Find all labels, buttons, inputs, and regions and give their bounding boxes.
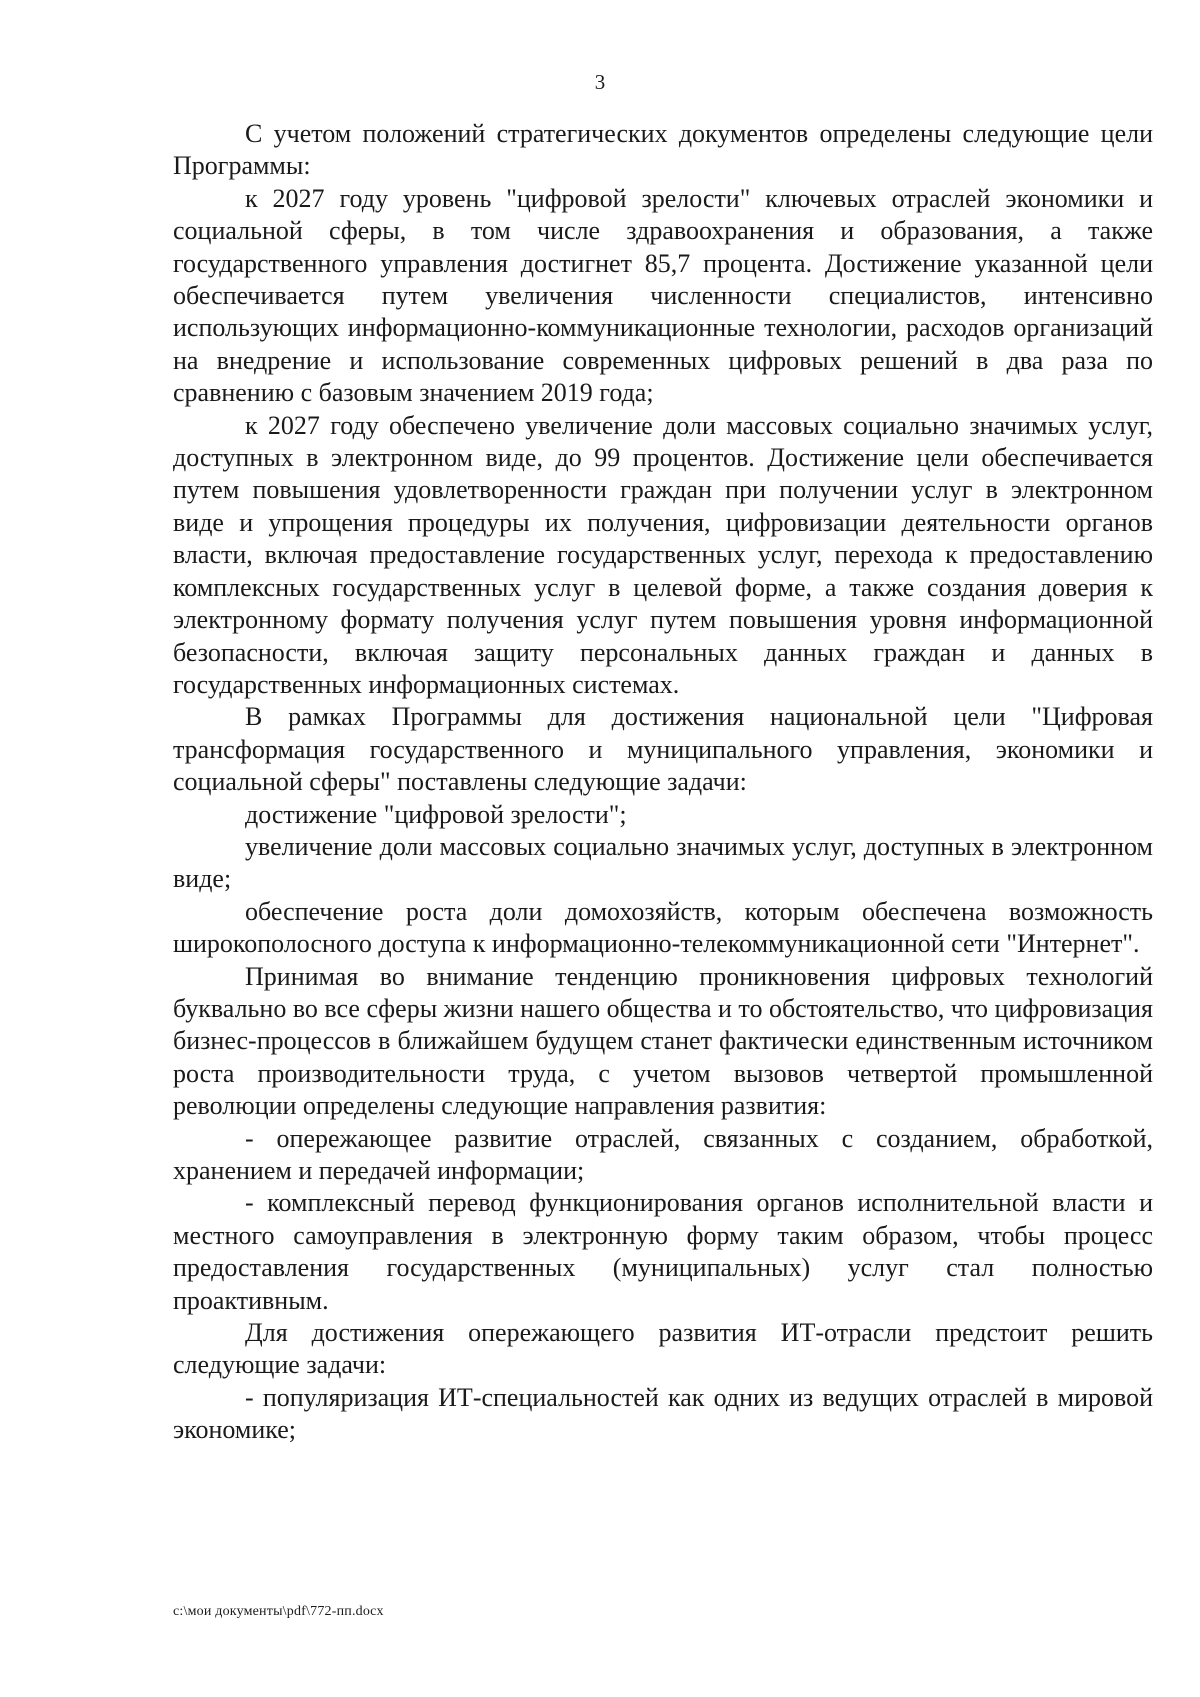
paragraph-it-popularization: - популяризация ИТ-специальностей как одних из ведущих отраслей в мировой экономике; [173, 1382, 1153, 1445]
paragraph-tasks-intro: В рамках Программы для достижения национальной цели "Цифровая трансформация государственного и муниципального управления, экономики и социальной сферы" поставлены следующие задачи: [173, 702, 1153, 797]
footer-file-path: c:\мои документы\pdf\772-пп.docx [173, 1604, 384, 1619]
paragraph-task-broadband: обеспечение роста доли домохозяйств, которым обеспечена возможность широкополосного доступа к информационно-телекоммуникационной сети "Интернет". [173, 896, 1153, 959]
paragraph-task-electronic-services: увеличение доли массовых социально значимых услуг, доступных в электронном виде; [173, 831, 1153, 894]
paragraph-digital-maturity-goal: к 2027 году уровень "цифровой зрелости" ключевых отраслей экономики и социальной сферы, в том числе здравоохранения и образования, а также государственного управления достигнет 85,7 процента. Достижение указанной цели обеспечивается путем увеличения численности специалистов, интенсивно использующих информационно-коммуникационные технологии, расходов организаций на внедрение и использование современных цифровых решений в два раза по сравнению с базовым значением 2019 года; [173, 183, 1153, 408]
paragraph-electronic-services-goal: к 2027 году обеспечено увеличение доли массовых социально значимых услуг, доступных в электронном виде, до 99 процентов. Достижение цели обеспечивается путем повышения удовлетворенности граждан при получении услуг в электронном виде и упрощения процедуры их получения, цифровизации деятельности органов власти, включая предоставление государственных услуг, перехода к предоставлению комплексных государственных услуг в целевой форме, а также создания доверия к электронному формату получения услуг путем повышения уровня информационной безопасности, включая защиту персональных данных граждан и данных в государственных информационных системах. [173, 410, 1153, 699]
paragraph-direction-it-sectors: - опережающее развитие отраслей, связанных с созданием, обработкой, хранением и передачей информации; [173, 1123, 1153, 1185]
document-body [173, 118, 1153, 1447]
paragraph-it-tasks-intro: Для достижения опережающего развития ИТ-отрасли предстоит решить следующие задачи: [173, 1318, 1153, 1380]
paragraph-direction-electronic-government: - комплексный перевод функционирования органов исполнительной власти и местного самоуправления в электронную форму таким образом, чтобы процесс предоставления государственных (муниципальных) услуг стал полностью проактивным. [173, 1188, 1153, 1315]
page-number: 3 [594, 70, 606, 94]
paragraph-task-digital-maturity: достижение "цифровой зрелости"; [245, 799, 627, 829]
paragraph-goals-intro: С учетом положений стратегических документов определены следующие цели Программы: [173, 119, 1153, 181]
paragraph-development-directions: Принимая во внимание тенденцию проникновения цифровых технологий буквально во все сферы жизни нашего общества и то обстоятельство, что цифровизация бизнес-процессов в ближайшем будущем станет фактически единственным источником роста производительности труда, с учетом вызовов четвертой промышленной революции определены следующие направления развития: [173, 961, 1153, 1121]
